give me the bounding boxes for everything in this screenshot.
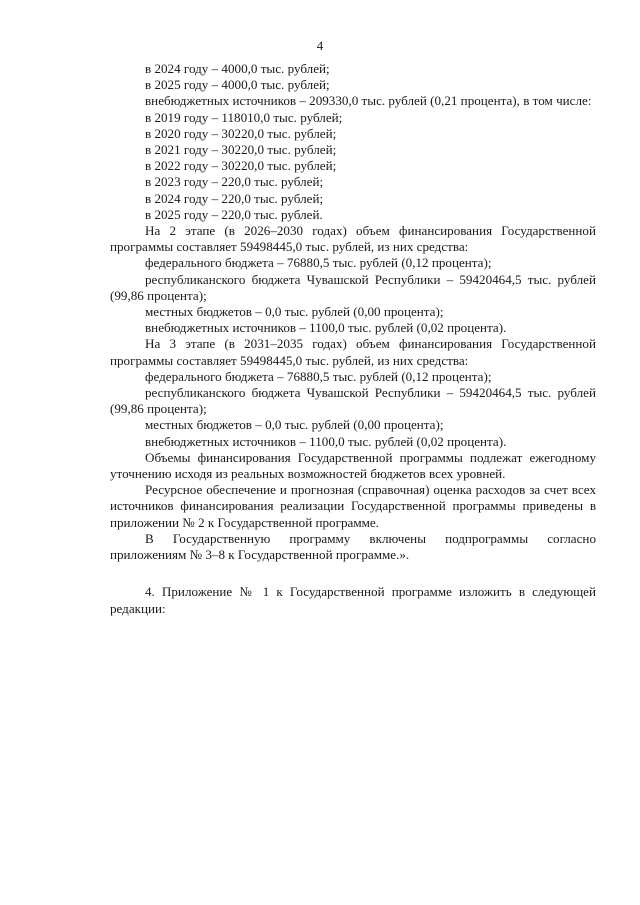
paragraph: На 3 этапе (в 2031–2035 годах) объем финансирования Государственной программы составляет 59498445,0 тыс. рублей, из них средства: [110, 336, 596, 368]
page-number: 4 [316, 38, 324, 53]
paragraph: На 2 этапе (в 2026–2030 годах) объем финансирования Государственной программы составляет 59498445,0 тыс. рублей, из них средства: [110, 223, 596, 255]
paragraph-spacer [110, 563, 596, 584]
paragraph: в 2023 году – 220,0 тыс. рублей; [145, 174, 324, 190]
paragraph: местных бюджетов – 0,0 тыс. рублей (0,00 процента); [145, 304, 444, 320]
paragraph: в 2025 году – 220,0 тыс. рублей. [145, 206, 323, 222]
paragraph: внебюджетных источников – 1100,0 тыс. рублей (0,02 процента). [145, 320, 507, 336]
paragraph: Ресурсное обеспечение и прогнозная (справочная) оценка расходов за счет всех источников финансирования реализации Государственной программы приведены в приложении № 2 к Государственной программе. [110, 482, 596, 530]
paragraph: в 2024 году – 220,0 тыс. рублей; [145, 190, 324, 206]
paragraph: в 2024 году – 4000,0 тыс. рублей; [145, 61, 330, 76]
paragraph: внебюджетных источников – 1100,0 тыс. рублей (0,02 процента). [145, 433, 507, 449]
paragraph: в 2020 году – 30220,0 тыс. рублей; [145, 125, 337, 141]
paragraph: в 2019 году – 118010,0 тыс. рублей; [145, 109, 343, 125]
paragraph: республиканского бюджета Чувашской Республики – 59420464,5 тыс. рублей (99,86 процента); [110, 385, 596, 417]
paragraph: 4. Приложение № 1 к Государственной программе изложить в следующей редакции: [110, 584, 596, 616]
paragraph: внебюджетных источников – 209330,0 тыс. рублей (0,21 процента), в том числе: [145, 93, 592, 109]
paragraph: Объемы финансирования Государственной программы подлежат ежегодному уточнению исходя из реальных возможностей бюджетов всех уровней. [110, 449, 596, 482]
paragraph: федерального бюджета – 76880,5 тыс. рублей (0,12 процента); [145, 368, 492, 384]
paragraph: в 2021 году – 30220,0 тыс. рублей; [145, 142, 337, 158]
paragraph: в 2025 году – 4000,0 тыс. рублей; [145, 77, 330, 93]
paragraph: местных бюджетов – 0,0 тыс. рублей (0,00 процента); [145, 417, 444, 433]
paragraph: в 2022 году – 30220,0 тыс. рублей; [145, 158, 337, 174]
paragraph: федерального бюджета – 76880,5 тыс. рублей (0,12 процента); [145, 255, 492, 271]
paragraph: республиканского бюджета Чувашской Республики – 59420464,5 тыс. рублей (99,86 процента); [110, 271, 596, 303]
paragraph: В Государственную программу включены подпрограммы согласно приложениям № 3–8 к Государственной программе.». [110, 530, 596, 563]
document-body [110, 61, 596, 617]
